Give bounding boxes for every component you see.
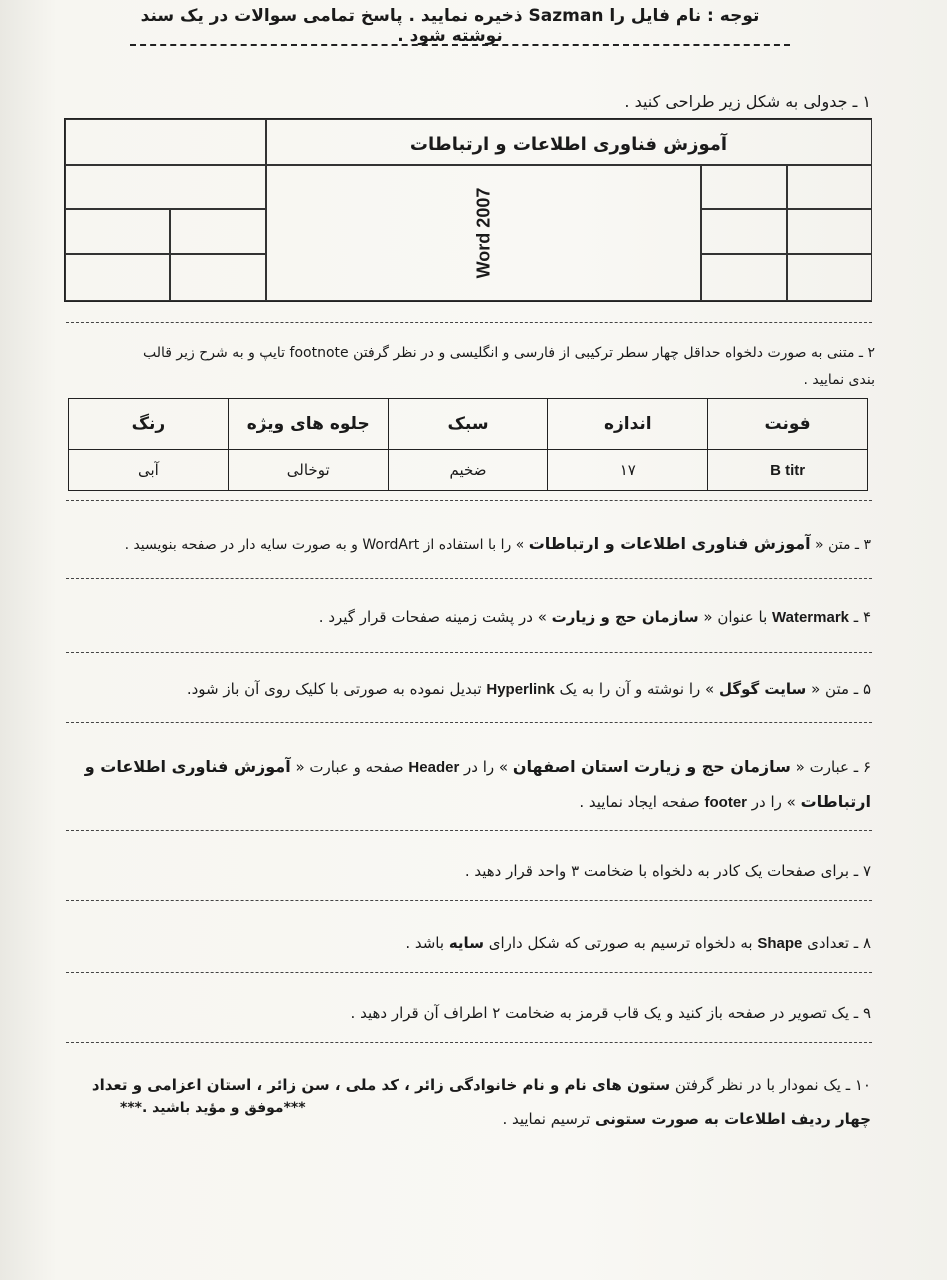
question-8-text: باشد . (405, 934, 449, 952)
question-5-highlight: سایت گوگل (718, 680, 807, 698)
question-6-highlight: آموزش فناوری اطلاعات و ارتباطات (84, 757, 871, 811)
question-8-highlight: Shape (757, 935, 803, 952)
question-9: ۹ ـ یک تصویر در صفحه باز کنید و یک قاب قرمز به ضخامت ۲ اطراف آن قرار دهید . (350, 1004, 871, 1022)
closing-wish: ***موفق و مؤید باشید .*** (120, 1100, 306, 1116)
vertical-text: Word 2007 (473, 187, 493, 278)
question-6-highlight: سازمان حج و زیارت استان اصفهان (512, 757, 791, 776)
question-6-highlight: footer (704, 794, 747, 811)
question-8-highlight: سایه (448, 934, 484, 952)
question-3 (51, 530, 871, 559)
question-2 (55, 340, 875, 394)
question-6-text: صفحه ایجاد نمایید . (579, 793, 705, 811)
format-table-value-row (69, 450, 868, 491)
divider (66, 722, 872, 723)
column-header-effects: جلوه های ویژه (228, 399, 388, 450)
column-header-size: اندازه (548, 399, 708, 450)
table1-cell (65, 208, 171, 255)
column-header-color: رنگ (69, 399, 229, 450)
question-6-highlight: Header (408, 759, 460, 776)
sample-table-1 (64, 118, 872, 302)
divider (66, 830, 872, 831)
question-8-text: ۸ ـ تعدادی (802, 934, 871, 952)
table1-cell (169, 253, 267, 301)
table1-cell (786, 164, 872, 210)
value-font: B titr (708, 450, 868, 491)
question-6-text: صفحه و عبارت « (290, 758, 409, 776)
question-4-highlight: سازمان حج و زیارت (551, 608, 699, 626)
divider (66, 900, 872, 901)
question-6-text: ۶ ـ عبارت « (790, 758, 871, 776)
column-header-font: فونت (708, 399, 868, 450)
question-10-highlight: ستون های نام و نام خانوادگی زائر ، کد ملی ، سن زائر ، استان اعزامی و تعداد چهار ردیف اطلاعات به صورت ستونی (91, 1076, 871, 1128)
divider (66, 578, 872, 579)
question-4-text: ۴ ـ (849, 608, 871, 626)
format-table (68, 398, 868, 491)
divider (66, 1042, 872, 1043)
question-3-text: ۳ ـ متن « (810, 537, 871, 553)
table1-cell (700, 164, 788, 210)
value-style: ضخیم (388, 450, 548, 491)
divider (66, 322, 872, 323)
question-2-line2: بندی نمایید . (803, 372, 875, 388)
value-color: آبی (69, 450, 229, 491)
value-effects: توخالی (228, 450, 388, 491)
table1-cell (65, 253, 171, 301)
question-3-text: » را با استفاده از WordArt و به صورت سایه دار در صفحه بنویسید . (124, 537, 529, 553)
title-divider (130, 44, 790, 46)
question-6 (71, 750, 871, 820)
question-2-line1: ۲ ـ متنی به صورت دلخواه حداقل چهار سطر ترکیبی از فارسی و انگلیسی و در نظر گرفتن footnote تایپ و به شرح زیر قالب (143, 345, 875, 361)
divider (66, 500, 872, 501)
column-header-style: سبک (388, 399, 548, 450)
value-size: ۱۷ (548, 450, 708, 491)
question-8-text: به دلخواه ترسیم به صورتی که شکل دارای (483, 934, 758, 952)
question-5 (51, 676, 871, 703)
question-5-text: » را نوشته و آن را به یک (554, 680, 719, 698)
question-7: ۷ ـ برای صفحات یک کادر به دلخواه با ضخامت ۳ واحد قرار دهید . (464, 862, 871, 880)
question-4-highlight: Watermark (772, 609, 849, 626)
table1-merged-cell (265, 164, 702, 301)
question-4-text: » در پشت زمینه صفحات قرار گیرد . (318, 608, 552, 626)
question-10-text: ۱۰ ـ یک نمودار با در نظر گرفتن (670, 1076, 871, 1094)
question-5-text: ۵ ـ متن « (806, 680, 871, 698)
question-1: ۱ ـ جدولی به شکل زیر طراحی کنید . (624, 92, 871, 111)
question-10-text: ترسیم نمایید . (502, 1110, 596, 1128)
divider (66, 652, 872, 653)
table1-cell (786, 208, 872, 255)
table1-cell (700, 208, 788, 255)
table1-header: آموزش فناوری اطلاعات و ارتباطات (265, 119, 872, 166)
instruction-title: توجه : نام فایل را Sazman ذخیره نمایید . پاسخ تمامی سوالات در یک سند نوشته شود . (140, 6, 760, 46)
question-6-text: » را در (747, 793, 801, 811)
question-5-text: تبدیل نموده به صورتی با کلیک روی آن باز شود. (186, 680, 487, 698)
question-6-text: » را در (459, 758, 513, 776)
table1-cell (700, 253, 788, 301)
table1-cell (169, 208, 267, 255)
question-8 (51, 930, 871, 957)
table1-cell (786, 253, 872, 301)
format-table-header-row (69, 399, 868, 450)
question-3-highlight: آموزش فناوری اطلاعات و ارتباطات (528, 534, 811, 553)
divider (66, 972, 872, 973)
table1-cell (65, 164, 267, 210)
question-5-highlight: Hyperlink (486, 681, 555, 698)
question-4 (51, 604, 871, 631)
question-4-text: با عنوان « (698, 608, 773, 626)
table1-cell (65, 119, 267, 166)
